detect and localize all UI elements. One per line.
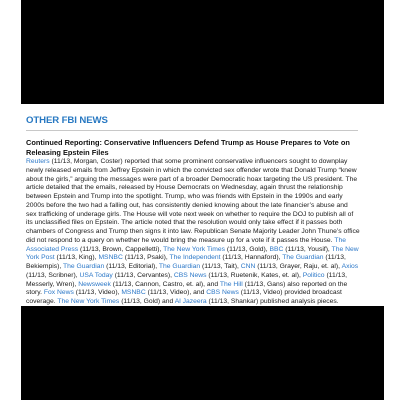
source-link[interactable]: The Hill bbox=[219, 280, 243, 288]
article-text: (11/13, Video), bbox=[73, 289, 122, 297]
article-text: (11/13, Editorial), bbox=[104, 263, 159, 271]
article-text: (11/13, Video), and bbox=[145, 289, 207, 297]
article-text: (11/13, Shankar) published analysis pieces. bbox=[206, 298, 339, 306]
article-text: (11/13, Bekiempis), bbox=[26, 254, 346, 271]
redacted-image-bottom bbox=[21, 306, 384, 400]
article-text: (11/13, Ruetenik, Kates, et. al), bbox=[206, 271, 303, 279]
article-text: (11/13, Cervantes), bbox=[112, 271, 174, 279]
source-link[interactable]: Politico bbox=[302, 271, 325, 279]
source-link[interactable]: Axios bbox=[341, 263, 359, 271]
source-link[interactable]: The Associated Press bbox=[26, 236, 346, 253]
source-link[interactable]: The Guardian bbox=[282, 254, 324, 262]
news-section bbox=[26, 115, 378, 307]
source-link[interactable]: Reuters bbox=[26, 158, 50, 166]
section-divider bbox=[26, 130, 358, 131]
source-link[interactable]: USA Today bbox=[79, 271, 113, 279]
article-text: (11/13, Cannon, Castro, et. al), and bbox=[110, 280, 220, 288]
article-text: (11/13, Scribner), bbox=[26, 271, 80, 279]
source-link[interactable]: Fox News bbox=[43, 289, 74, 297]
article-text: (11/13, Yousif), bbox=[283, 245, 332, 253]
source-link[interactable]: MSNBC bbox=[98, 254, 123, 262]
article-text: (11/13, Brown, Cappelletti), bbox=[78, 245, 164, 253]
article-text: (11/13, Messerly, Wren), bbox=[26, 271, 347, 288]
source-link[interactable]: MSNBC bbox=[121, 289, 146, 297]
source-link[interactable]: The New York Times bbox=[163, 245, 225, 253]
source-link[interactable]: BBC bbox=[269, 245, 284, 253]
source-link[interactable]: CNN bbox=[240, 263, 256, 271]
source-link[interactable]: The New York Post bbox=[26, 245, 359, 262]
article-body bbox=[26, 158, 360, 307]
article-text: (11/13, Gold), bbox=[224, 245, 270, 253]
article-text: (11/13, Tait), bbox=[200, 263, 241, 271]
source-link[interactable]: Al Jazeera bbox=[174, 298, 207, 306]
article-text: (11/13, Hannaford), bbox=[220, 254, 283, 262]
section-heading: OTHER FBI NEWS bbox=[26, 115, 108, 126]
source-link[interactable]: CBS News bbox=[173, 271, 207, 279]
article-title: Continued Reporting: Conservative Influencers Defend Trump as House Prepares to Vote on Releasing Epstein Files bbox=[26, 138, 350, 157]
article-text: (11/13, Gans) also reported on the story. bbox=[26, 280, 348, 297]
article-text: (11/13, King), bbox=[54, 254, 99, 262]
article-text: (11/13, Gold) and bbox=[119, 298, 175, 306]
source-link[interactable]: The Independent bbox=[169, 254, 221, 262]
source-link[interactable]: The New York Times bbox=[57, 298, 120, 306]
article-text: (11/13, Morgan, Coster) reported that some prominent conservative influencers sought to downplay newly released emails from Jeffrey Epstein in which the convicted sex offender wrote that Donald Trump “knew about the girls,” arguing the messages were part of a broader Democratic hoax targeting the US president. The article detailed that the emails, released by House Democrats on Wednesday, again thrust the relationship between Epstein and Trump into the spotlight. Trump, who was friends with Epstein in the 1990s and early 2000s before the two had a falling out, has consistently denied knowing about the late financier’s abuse and sex trafficking of underage girls. The House will vote next week on whether to require the DOJ to publish all of its unclassified files on Epstein. The article noted that the resolution would only take effect if it passes both chambers of Congress and Trump then signs it into law. Republican Senate Majority Leader John Thune’s office did not respond to a query on whether he would bring the measure up for a vote if it passes the House. bbox=[26, 158, 360, 244]
redacted-image-top bbox=[21, 0, 384, 104]
source-link[interactable]: Newsweek bbox=[78, 280, 111, 288]
article-text: (11/13, Grayer, Raju, et. al), bbox=[255, 263, 342, 271]
article-text: (11/13, Psaki), bbox=[122, 254, 170, 262]
source-link[interactable]: CBS News bbox=[206, 289, 239, 297]
source-link[interactable]: The Guardian bbox=[158, 263, 201, 271]
source-link[interactable]: The Guardian bbox=[63, 263, 105, 271]
article-text: (11/13, Video) provided broadcast coverage. bbox=[26, 289, 342, 306]
